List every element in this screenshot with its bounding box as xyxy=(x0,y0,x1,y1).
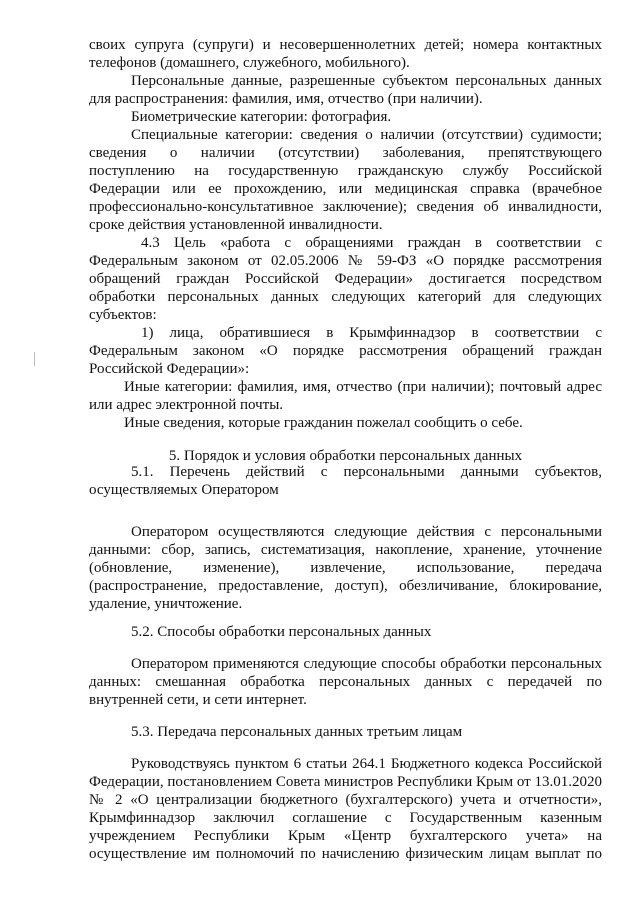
text-line: данными: сбор, запись, систематизация, накопление, хранение, уточнение xyxy=(89,542,602,558)
text-line: внутренней сети, и сети интернет. xyxy=(89,692,307,708)
section-5-1-heading: 5.1. Перечень действий с персональными данными субъектов, xyxy=(131,464,602,480)
text-line: своих супруга (супруги) и несовершеннолетних детей; номера контактных xyxy=(89,37,602,53)
text-line: сроке действия установленной инвалидности. xyxy=(89,217,383,233)
text-line: удаление, уничтожение. xyxy=(89,596,243,612)
text-line: поступлению на государственную гражданскую службу Российской xyxy=(89,163,602,179)
text-line: Биометрические категории: фотография. xyxy=(131,109,392,125)
text-line: осуществляемых Оператором xyxy=(89,482,279,498)
text-line: обработки персональных данных следующих категорий для следующих xyxy=(89,289,602,305)
text-line: № 2 «О централизации бюджетного (бухгалтерского) учета и отчетности», xyxy=(89,792,602,808)
text-line: Иные сведения, которые гражданин пожелал сообщить о себе. xyxy=(124,415,523,431)
text-line: Крымфиннадзор заключил соглашение с Государственным казенным xyxy=(89,810,602,826)
text-line: данных: смешанная обработка персональных данных с передачей по xyxy=(89,674,602,690)
text-line: или адрес электронной почты. xyxy=(89,397,284,413)
text-line: Специальные категории: сведения о наличии (отсутствии) судимости; xyxy=(131,127,602,143)
text-line: Федерации или ее прохождению, или медицинская справка (врачебное xyxy=(89,181,602,197)
text-line: для распространения: фамилия, имя, отчество (при наличии). xyxy=(89,91,483,107)
text-line: (распространение, предоставление, доступ), обезличивание, блокирование, xyxy=(89,578,602,594)
text-line: учреждением Республики Крым «Центр бухгалтерского учета» на xyxy=(89,828,602,844)
text-line: Иные категории: фамилия, имя, отчество (при наличии); почтовый адрес xyxy=(124,379,602,395)
text-line: сведения о наличии (отсутствии) заболевания, препятствующего xyxy=(89,145,602,161)
text-line: Федеральным законом от 02.05.2006 № 59-ФЗ «О порядке рассмотрения xyxy=(89,253,602,269)
text-line: осуществление им полномочий по начислению физическим лицам выплат по xyxy=(89,846,602,862)
text-line: телефонов (домашнего, служебного, мобильного). xyxy=(89,55,410,71)
section-5-2-heading: 5.2. Способы обработки персональных данных xyxy=(131,624,432,640)
text-line: Оператором применяются следующие способы обработки персональных xyxy=(131,656,602,672)
text-line: субъектов: xyxy=(89,307,157,323)
text-line: (обновление, изменение), извлечение, использование, передача xyxy=(89,560,602,576)
text-line: Персональные данные, разрешенные субъектом персональных данных xyxy=(131,73,602,89)
clause-4-3-heading: 4.3 Цель «работа с обращениями граждан в соответствии с xyxy=(141,235,602,251)
list-item-1: 1) лица, обратившиеся в Крымфиннадзор в соответствии с xyxy=(141,325,602,341)
section-5-3-heading: 5.3. Передача персональных данных третьим лицам xyxy=(131,724,463,740)
text-line: Оператором осуществляются следующие действия с персональными xyxy=(131,524,602,540)
text-line: профессионально-консультативное заключение); сведения об инвалидности, xyxy=(89,199,602,215)
text-line: Российской Федерации»: xyxy=(89,361,250,377)
text-line: обращений граждан Российской Федерации» достигается посредством xyxy=(89,271,602,287)
scan-mark xyxy=(34,352,35,366)
text-line: Федерации, постановлением Совета министров Республики Крым от 13.01.2020 xyxy=(89,774,602,790)
section-5-heading: 5. Порядок и условия обработки персональных данных xyxy=(168,448,523,464)
text-line: Федеральным законом «О порядке рассмотрения обращений граждан xyxy=(89,343,602,359)
text-line: Руководствуясь пунктом 6 статьи 264.1 Бюджетного кодекса Российской xyxy=(131,756,602,772)
